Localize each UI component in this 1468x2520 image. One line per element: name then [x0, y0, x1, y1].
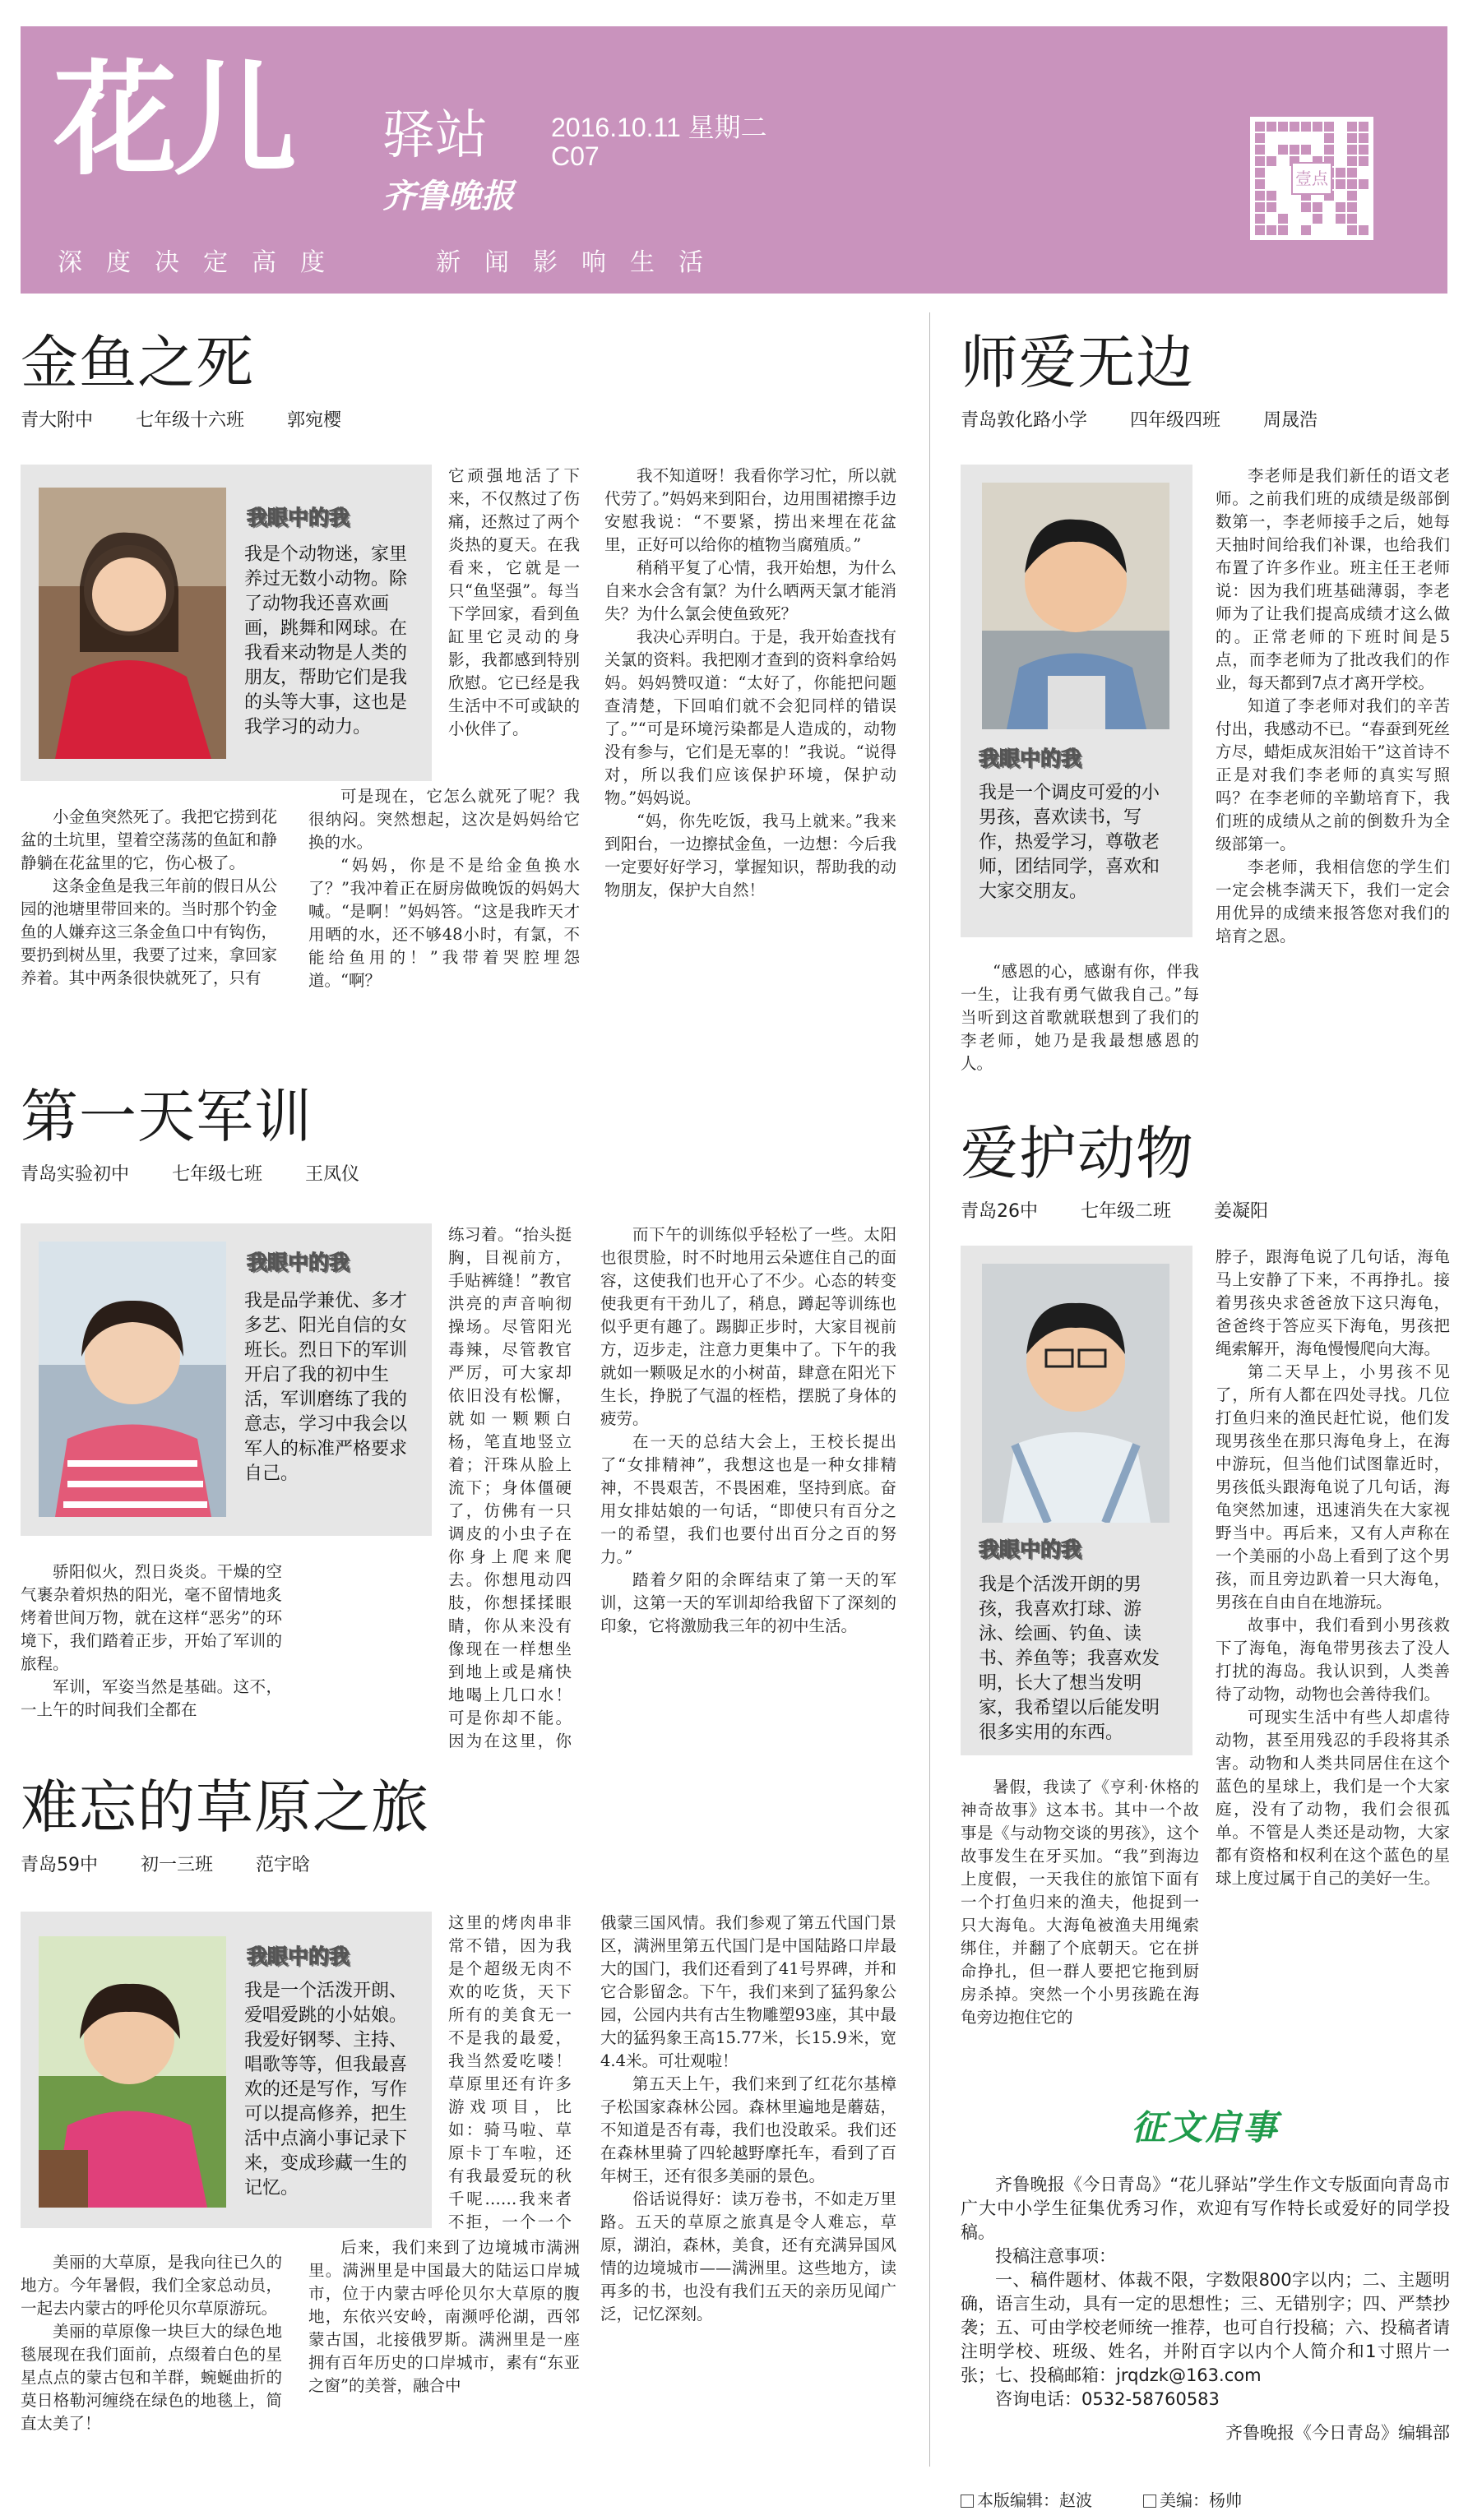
notice-sign: 齐鲁晚报《今日青岛》编辑部 [1225, 2423, 1450, 2443]
self-intro-label: 我眼中的我 [247, 506, 350, 529]
byline [21, 406, 384, 432]
article-body: 后来，我们来到了边境城市满洲里。满洲里是中国最大的陆运口岸城市，位于内蒙古呼伦贝尔大草原的腹地，东依兴安岭，南濒呼伦湖，西邻蒙古国，北接俄罗斯。满洲里是一座拥有百年历史的口岸城市，素有“东亚之窗”的美誉，融合中 [308, 2238, 580, 2395]
article-animals [961, 1118, 1311, 1223]
article-title: 爱护动物 [961, 1120, 1194, 1187]
qr-label: 壹点 [1291, 162, 1332, 195]
slogan-right: 新闻影响生活 [436, 248, 727, 277]
byline [961, 406, 1360, 432]
author: 周晟浩 [1263, 410, 1318, 431]
article-title: 师爱无边 [961, 329, 1194, 396]
school: 青岛26中 [961, 1201, 1038, 1222]
article-body: 俄蒙三国风情。我们参观了第五代国门景区，满洲里第五代国门是中国陆路口岸最大的国门，我们还看到了41号界碑，并和它合影留念。下午，我们来到了猛犸象公园，公园内共有古生物雕塑93座，其中最大的猛犸象王高15.77米，长15.9米，宽4.4米。可壮观啦！ 第五天上午，我们来到了红花尔基樟子松国家森林公园。森林里遍地是蘑菇，不知道是否有毒，我们也没敢采。我们还在森林里骑了四轮越野摩托车，看到了百年树王，还有很多美丽的景色。 俗话说得好：读万卷书，不如走万里路。五天的草原之旅真是令人难忘，草原，湖泊，森林，美食，还有充满异国风情的边境城市——满洲里。这些地方，读再多的书，也没有我们五天的亲历见闻广泛，记忆深刻。 [600, 1913, 896, 2323]
article-body: 小金鱼突然死了。我把它捞到花盆的土坑里，望着空荡荡的鱼缸和静静躺在花盆里的它，伤心极了。 这条金鱼是我三年前的假日从公园的池塘里带回来的。当时那个钓金鱼的人嫌弃这三条金鱼口中有钩伤，要扔到树丛里，我要了过来，拿回家养着。其中两条很快就死了，只有 [21, 807, 277, 987]
column-divider [929, 312, 930, 2467]
slogan-left: 深度决定高度 [58, 248, 349, 277]
masthead-subtitle: 驿站 [382, 105, 488, 166]
author: 范宇晗 [256, 1855, 311, 1875]
notice-phone: 咨询电话：0532-58760583 [995, 2389, 1220, 2409]
footer-editor: 本版编辑：赵波 [961, 2487, 1092, 2511]
article-teacher [961, 327, 1360, 432]
school: 青岛敦化路小学 [961, 410, 1088, 431]
student-photo [982, 1264, 1169, 1523]
self-intro-box [961, 1246, 1192, 1755]
self-intro-label: 我眼中的我 [979, 747, 1082, 770]
school: 青岛59中 [21, 1855, 98, 1875]
self-intro-box [21, 1912, 432, 2228]
checkbox-icon [961, 2495, 974, 2508]
self-intro-text: 我是一个调皮可爱的小男孩，喜欢读书，写作，热爱学习，尊敬老师，团结同学，喜欢和大家交朋友。 [979, 783, 1160, 902]
newspaper-name: 齐鲁晚报 [382, 177, 514, 215]
self-intro-text: 我是个活泼开朗的男孩，我喜欢打球、游泳、绘画、钓鱼、读书、养鱼等；我喜欢发明，长大了想当发明家，我希望以后能发明很多实用的东西。 [979, 1574, 1160, 1743]
self-intro-text: 我是品学兼优、多才多艺、阳光自信的女班长。烈日下的军训开启了我的初中生活，军训磨练了我的意志，学习中我会以军人的标准严格要求自己。 [244, 1291, 408, 1484]
article-body: 李老师是我们新任的语文老师。之前我们班的成绩是级部倒数第一，李老师接手之后，她每天抽时间给我们补课，也给我们布置了许多作业。班主任王老师说：因为我们班基础薄弱，李老师为了让我们提高成绩才这么做的。正常老师的下班时间是5点，而李老师为了批改我们的作业，每天都到7点才离开学校。 知道了李老师对我们的辛苦付出，我感动不已。“春蚕到死丝方尽，蜡炬成灰泪始干”这首诗不正是对我们李老师的真实写照吗？在李老师的辛勤培育下，我们班的成绩从之前的倒数升为全级部第一。 李老师，我相信您的学生们一定会桃李满天下，我们一定会用优异的成绩来报答您对我们的培育之恩。 [1216, 466, 1450, 946]
article-body: 这里的烤肉串非常不错，因为我是个超级无肉不欢的吃货，天下所有的美食无一不是我的最爱，我当然爱吃喽！草原里还有许多游戏项目，比如：骑马啦、草原卡丁车啦，还有我最爱玩的秋千呢……我来者不拒，一个一个 [448, 1913, 572, 2231]
author: 郭宛樱 [287, 410, 342, 431]
article-body: 美丽的大草原，是我向往已久的地方。今年暑假，我们全家总动员，一起去内蒙古的呼伦贝尔草原游玩。 美丽的草原像一块巨大的绿色地毯展现在我们面前，点缀着白色的星星点点的蒙古包和羊群，蜿蜒曲折的莫日格勒河缠绕在绿色的地毯上，简直太美了！ [21, 2253, 282, 2433]
school: 青大附中 [21, 410, 94, 431]
notice-title: 征文启事 [1131, 2107, 1280, 2148]
student-photo [39, 1936, 226, 2208]
article-grassland [21, 1772, 429, 1876]
article-goldfish [21, 327, 384, 432]
article-title: 第一天军训 [21, 1083, 313, 1150]
article-title: 难忘的草原之旅 [21, 1773, 429, 1841]
article-body: 可是现在，它怎么就死了呢？我很纳闷。突然想起，这次是妈妈给它换的水。 “妈妈，你是不是给金鱼换水了？”我冲着正在厨房做晚饭的妈妈大喊。“是啊！”妈妈答。“这是我昨天才用晒的水，还不够48小时，有氯，不能给鱼用的！”我带着哭腔埋怨道。“啊？ [308, 787, 580, 990]
article-body: 而下午的训练似乎轻松了一些。太阳也很贯脸，时不时地用云朵遮住自己的面容，这使我们也开心了不少。心态的转变使我更有干劲儿了，稍息，蹲起等训练也似乎更有趣了。踢脚正步时，大家目视前方，迈步走，注意力更集中了。下午的我就如一颗吸足水的小树苗，肆意在阳光下生长，挣脱了气温的桎梏，摆脱了身体的疲劳。 在一天的总结大会上，王校长提出了“女排精神”，我想这也是一种女排精神，不畏艰苦，不畏困难，坚持到底。奋用女排姑娘的一句话，“即使只有百分之一的希望，我们也要付出百分之百的努力。” 踏着夕阳的余晖结束了第一天的军训，这第一天的军训却给我留下了深刻的印象，它将激励我三年的初中生活。 [600, 1225, 896, 1635]
masthead-logo: 花儿 [53, 49, 294, 192]
grade: 七年级十六班 [136, 410, 245, 431]
checkbox-icon [1143, 2495, 1156, 2508]
byline [21, 1160, 402, 1186]
self-intro-text: 我是个动物迷，家里养过无数小动物。除了动物我还喜欢画画，跳舞和网球。在我看来动物是人类的朋友，帮助它们是我的头等大事，这也是我学习的动力。 [244, 544, 408, 738]
issue-date: 2016.10.11 星期二 [551, 113, 767, 142]
school: 青岛实验初中 [21, 1164, 130, 1185]
article-body: 脖子，跟海龟说了几句话，海龟马上安静了下来，不再挣扎。接着男孩央求爸爸放下这只海龟，爸爸终于答应买下海龟，男孩把绳索解开，海龟慢慢爬向大海。 第二天早上，小男孩不见了，所有人都在四处寻找。几位打鱼归来的渔民赶忙说，他们发现男孩坐在那只海龟身上，在海中游玩，但当他们试图靠近时，男孩低头跟海龟说了几句话，海龟突然加速，迅速消失在大家视野当中。再后来，又有人声称在一个美丽的小岛上看到了这个男孩，而且旁边趴着一只大海龟，男孩在自由自在地游玩。 故事中，我们看到小男孩救下了海龟，海龟带男孩去了没人打扰的海岛。我认识到，人类善待了动物，动物也会善待我们。 可现实生活中有些人却虐待动物，甚至用残忍的手段将其杀害。动物和人类共同居住在这个蓝色的星球上，我们是一个大家庭，没有了动物，我们会很孤单。不管是人类还是动物，大家都有资格和权利在这个蓝色的星球上度过属于自己的美好一生。 [1216, 1247, 1450, 1888]
byline [961, 1197, 1311, 1223]
grade: 七年级七班 [172, 1164, 263, 1185]
article-body: 我不知道呀！我看你学习忙，所以就代劳了。”妈妈来到阳台，边用围裙擦手边安慰我说：“不要紧，捞出来埋在花盆里，正好可以给你的植物当腐殖质。” 稍稍平复了心情，我开始想，为什么自来水会含有氯？为什么晒两天氯才能消失？为什么氯会使鱼致死？ 我决心弄明白。于是，我开始查找有关氯的资料。我把刚才查到的资料拿给妈妈。妈妈赞叹道：“太好了，你能把问题查清楚，下回咱们就不会犯同样的错误了。”“可是环境污染都是人造成的，动物没有参与，它们是无辜的！”我说。“说得对，所以我们应该保护环境，保护动物。”妈妈说。 “妈，你先吃饭，我马上就来。”我来到阳台，一边擦拭金鱼，一边想：今后我一定要好好学习，掌握知识，帮助我的动物朋友，保护大自然！ [604, 466, 896, 899]
article-military [21, 1081, 402, 1186]
self-intro-box [21, 1223, 432, 1536]
grade: 初一三班 [141, 1855, 214, 1875]
call-for-submissions [961, 2101, 1450, 2445]
self-intro-box [961, 465, 1192, 937]
grade: 七年级二班 [1081, 1201, 1172, 1222]
self-intro-label: 我眼中的我 [247, 1251, 350, 1274]
self-intro-text: 我是一个活泼开朗、爱唱爱跳的小姑娘。我爱好钢琴、主持、唱歌等等，但我最喜欢的还是写作，写作可以提高修养，把生活中点滴小事记录下来，变成珍藏一生的记忆。 [244, 1981, 408, 2199]
student-photo [982, 483, 1169, 729]
article-title: 金鱼之死 [21, 329, 254, 396]
article-body: 暑假，我读了《亨利·休格的神奇故事》这本书。其中一个故事是《与动物交谈的男孩》，这个故事发生在牙买加。“我”到海边上度假，一天我住的旅馆下面有一个打鱼归来的渔夫，他捉到一只大海龟。大海龟被渔夫用绳索绑住，并翻了个底朝天。它在拼命挣扎，但一群人要把它拖到厨房杀掉。突然一个小男孩跪在海龟旁边抱住它的 [961, 1778, 1199, 2027]
self-intro-label: 我眼中的我 [979, 1537, 1082, 1561]
article-body: 它顽强地活了下来，不仅熬过了伤痛，还熬过了两个炎热的夏天。在我看来，它就是一只“鱼坚强”。每当下学回家，看到鱼缸里它灵动的身影，我都感到特别欣慰。它已经是我生活中不可或缺的小伙伴了。 [448, 466, 580, 738]
author: 姜凝阳 [1214, 1201, 1269, 1222]
article-body: 骄阳似火，烈日炎炎。干燥的空气裹杂着炽热的阳光，毫不留情地炙烤着世间万物，就在这样“恶劣”的环境下，我们踏着正步，开始了军训的旅程。 军训，军姿当然是基础。这不，一上午的时间我们全都在 [21, 1562, 282, 1719]
article-body: 练习着。“抬头挺胸，目视前方，手贴裤缝！”教官洪亮的声音响彻操场。尽管阳光毒辣，尽管教官严厉，可大家却依旧没有松懈，就如一颗颗白杨，笔直地竖立着；汗珠从脸上流下；身体僵硬了，仿佛有一只调皮的小虫子在你身上爬来爬去。你想甩动四肢，你想揉揉眼睛，你从来没有像现在一样想坐到地上或是痛快地喝上几口水！可是你却不能。因为在这里，你 [448, 1225, 572, 1750]
author: 王凤仪 [305, 1164, 360, 1185]
student-photo [39, 488, 226, 759]
notice-rules: 一、稿件题材、体裁不限，字数限800字以内；二、主题明确，语言生动，具有一定的思想性；三、无错别字；四、严禁抄袭；五、可由学校老师统一推荐，也可自行投稿；六、投稿者请注明学校、班级、姓名，并附百字以内个人简介和1寸照片一张；七、投稿邮箱：jrqdzk@163.com [961, 2270, 1450, 2385]
notice-rules-head: 投稿注意事项： [995, 2246, 1116, 2266]
student-photo [39, 1242, 226, 1517]
notice-intro: 齐鲁晚报《今日青岛》“花儿驿站”学生作文专版面向青岛市广大中小学生征集优秀习作，欢迎有写作特长或爱好的同学投稿。 [961, 2175, 1450, 2242]
self-intro-box [21, 465, 432, 781]
footer-designer: 美编：杨帅 [1143, 2487, 1242, 2511]
grade: 四年级四班 [1130, 410, 1221, 431]
byline [21, 1851, 429, 1876]
masthead [21, 26, 1447, 294]
article-body: “感恩的心，感谢有你，伴我一生，让我有勇气做我自己。”每当听到这首歌就联想到了我们的李老师，她乃是我最想感恩的人。 [961, 962, 1199, 1073]
self-intro-label: 我眼中的我 [247, 1944, 350, 1968]
edition-number: C07 [551, 141, 600, 171]
